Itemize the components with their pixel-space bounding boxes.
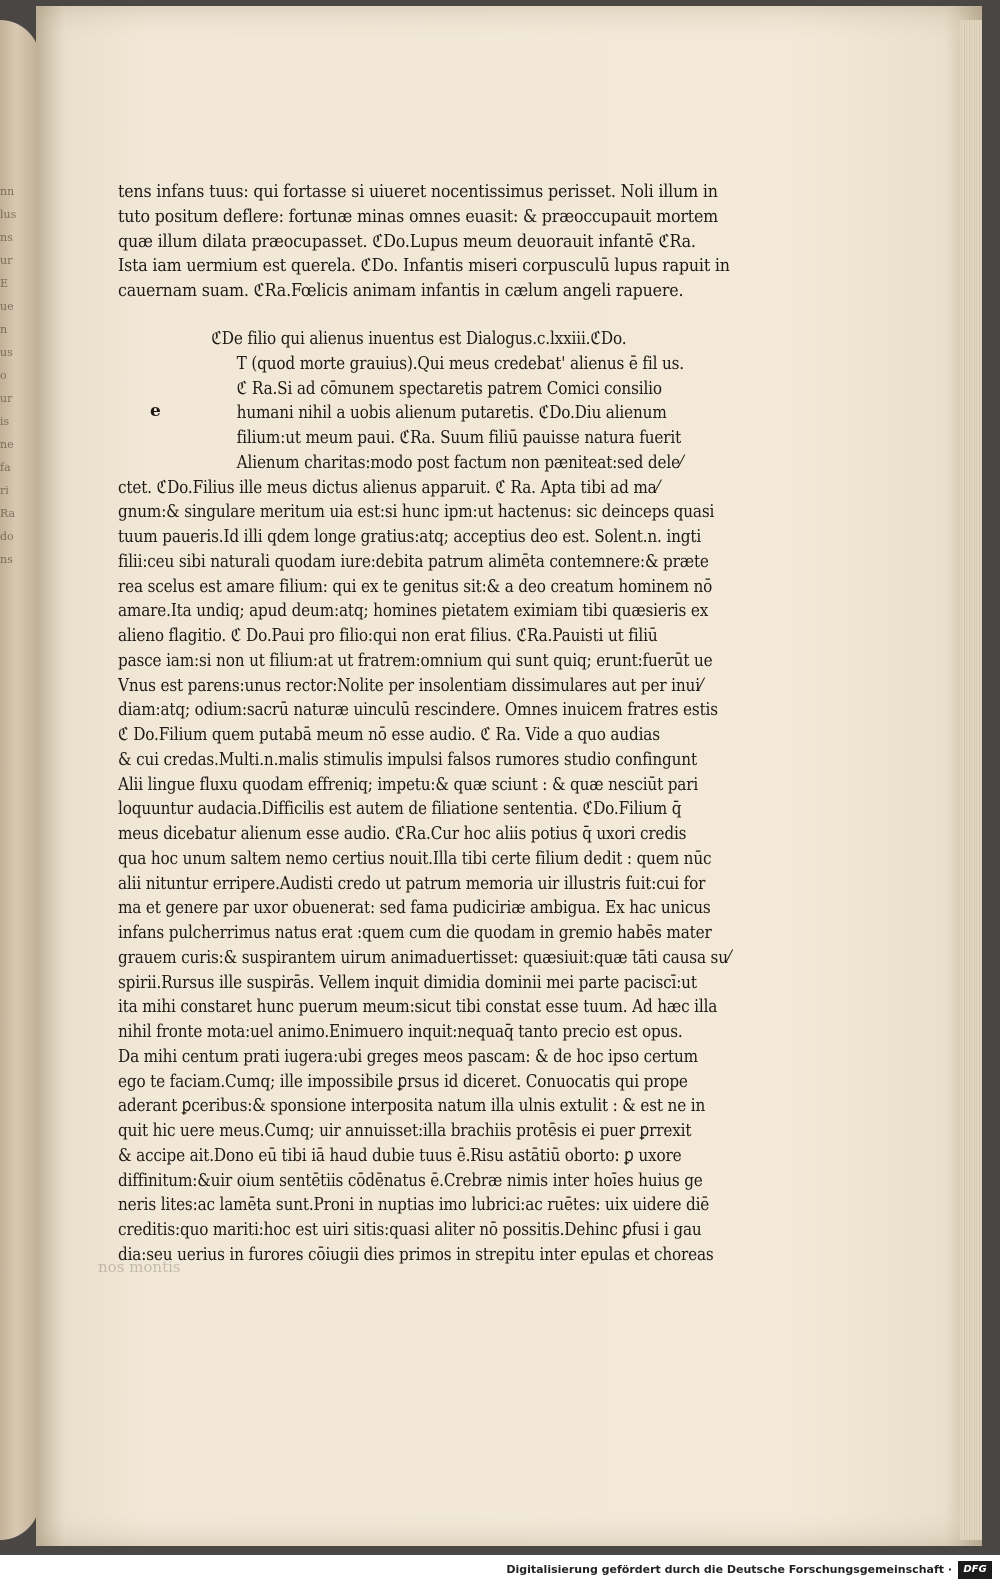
text-line: grauem curis:& suspirantem uirum animaduertisset: quæsiuit:quæ tāti causa su⁄ [118, 946, 731, 968]
text-line: filium:ut meum paui. ℭRa. Suum filiū pauisse natura fuerit [236, 427, 682, 448]
text-line: pasce iam:si non ut filium:at ut fratrem:omnium qui sunt quiq; erunt:fuerūt ue [118, 649, 713, 671]
dfg-logo: DFG [958, 1561, 992, 1579]
margin-fragment: fa [0, 461, 11, 474]
text-line: ℭ Ra.Si ad cōmunem spectaretis patrem Comici consilio [236, 377, 662, 399]
marginal-letter: e [150, 401, 161, 421]
paragraph-1 [118, 180, 730, 304]
text-line: alii nituntur erripere.Audisti credo ut patrum memoria uir illustris fuit:cui for [118, 872, 706, 894]
footer-bar [0, 1555, 1000, 1587]
text-line: alieno flagitio. ℭ Do.Paui pro filio:qui non erat filius. ℭRa.Pauisti ut filiū [118, 625, 658, 646]
text-line: Da mihi centum prati iugera:ubi greges meos pascam: & de hoc ipso certum [118, 1045, 698, 1067]
text-line: neris lites:ac lamēta sunt.Proni in nuptias imo lubrici:ac ruētes: uix uidere diē [118, 1194, 710, 1216]
text-line: cauernam suam. ℭRa.Fœlicis animam infantis in cælum angeli rapuere. [118, 280, 684, 301]
margin-fragment: is [0, 415, 10, 428]
text-line: spirii.Rursus ille suspirās. Vellem inquit dimidia dominii mei parte paciscī:ut [118, 971, 697, 993]
catchword: nos montis [98, 1258, 181, 1276]
text-line: diffinitum:&uir oium sentētiis cōdēnatus ē.Crebræ nimis inter hoīes huius ge [118, 1169, 703, 1191]
text-line: dia:seu uerius in furores cōiugii dies primos in strepitu inter epulas et choreas [118, 1243, 714, 1265]
margin-fragment: Ra [0, 507, 16, 520]
text-line: Alienum charitas:modo post factum non pæniteat:sed dele⁄ [236, 451, 683, 473]
margin-fragment: ur [0, 254, 13, 267]
margin-fragment: n [0, 323, 8, 336]
text-line: Vnus est parens:unus rector:Nolite per insolentiam dissimulares aut per inui⁄ [118, 674, 703, 696]
margin-fragment: nn [0, 185, 15, 198]
text-line: T (quod morte grauius).Qui meus credebat' alienus ē fil us. [236, 352, 684, 374]
text-line: ma et genere par uxor obuenerat: sed fama pudiciriæ ambigua. Ex hac unicus [118, 897, 711, 919]
text-line: & cui credas.Multi.n.malis stimulis impulsi falsos rumores studio confingunt [118, 748, 697, 770]
text-line: Ista iam uermium est querela. ℭDo. Infantis miseri corpusculū lupus rapuit in [118, 255, 730, 277]
margin-fragment: do [0, 530, 14, 543]
text-line: gnum:& singulare meritum uia est:si hunc ipm:ut hactenus: sic deinceps quasi [118, 501, 715, 523]
text-line: meus dicebatur alienum esse audio. ℭRa.Cur hoc aliis potius q̄ uxori credis [118, 823, 687, 844]
margin-fragment: ns [0, 553, 13, 566]
text-line: ℭ Do.Filium quem putabā meum nō esse audio. ℭ Ra. Vide a quo audias [118, 724, 660, 745]
text-line: creditis:quo mariti:hoc est uiri sitis:quasi aliter nō possitis.Dehinc ꝑfusi i gau [118, 1219, 702, 1240]
page-stack-edge [960, 20, 982, 1540]
text-line: & accipe ait.Dono eū tibi iā haud dubie tuus ē.Risu astātiū oborto: ꝑ uxore [118, 1144, 682, 1166]
left-page-margin-text [0, 180, 40, 880]
dialogue-73-paragraph [118, 327, 730, 1268]
text-line: tuum paueris.Id illi qdem longe gratius:atq; acceptius deo est. Solent.n. ingti [118, 526, 702, 547]
text-line: ego te faciam.Cumq; ille impossibile ꝑrsus id diceret. Conuocatis qui prope [118, 1070, 688, 1092]
text-line: infans pulcherrimus natus erat :quem cum die quodam in gremio habēs mater [118, 922, 712, 943]
margin-fragment: ns [0, 231, 13, 244]
margin-fragment: o [0, 369, 7, 382]
text-line: quit hic uere meus.Cumq; uir annuisset:illa brachiis protēsis ei puer ꝑrrexit [118, 1120, 692, 1141]
margin-fragment: ur [0, 392, 13, 405]
text-line: Alii lingue fluxu quodam effreniq; impetu:& quæ sciunt : & quæ nesciūt pari [118, 773, 699, 795]
margin-fragment: E [0, 277, 9, 290]
text-line: rea scelus est amare filium: qui ex te genitus sit:& a deo creatum hominem nō [118, 575, 713, 597]
funding-credit: Digitalisierung gefördert durch die Deutsche Forschungsgemeinschaft · [506, 1563, 952, 1576]
text-line: filii:ceu sibi naturali quodam iure:debita patrum alimēta contemnere:& præte [118, 550, 709, 572]
margin-fragment: ne [0, 438, 14, 451]
text-line: humani nihil a uobis alienum putaretis. ℭDo.Diu alienum [236, 402, 667, 424]
text-line: quæ illum dilata præocupasset. ℭDo.Lupus meum deuorauit infantē ℭRa. [118, 230, 696, 252]
margin-fragment: lus [0, 208, 17, 221]
text-line: diam:atq; odium:sacrū naturæ uinculū rescindere. Omnes inuicem fratres estis [118, 699, 718, 721]
text-line: tuto positum deflere: fortunæ minas omnes euasit: & præoccupauit mortem [118, 205, 719, 227]
margin-fragment: us [0, 346, 13, 359]
text-line: qua hoc unum saltem nemo certius nouit.Illa tibi certe filium dedit : quem nūc [118, 847, 712, 869]
text-line: ctet. ℭDo.Filius ille meus dictus alienus apparuit. ℭ Ra. Apta tibi ad ma⁄ [118, 476, 659, 498]
text-line: loquuntur audacia.Difficilis est autem de filiatione sententia. ℭDo.Filium q̄ [118, 798, 682, 820]
text-line: nihil fronte mota:uel animo.Enimuero inquit:nequaq̄ tanto precio est opus. [118, 1021, 683, 1042]
margin-fragment: ue [0, 300, 14, 313]
dialogue-heading: ℭDe filio qui alienus inuentus est Dialogus.c.lxxiii.ℭDo. [211, 328, 627, 349]
margin-fragment: ri [0, 484, 9, 497]
text-line: ita mihi constaret hunc puerum meum:sicut tibi constat esse tuum. Ad hæc illa [118, 996, 718, 1018]
text-line: tens infans tuus: qui fortasse si uiueret nocentissimus perisset. Noli illum in [118, 181, 718, 202]
text-line: aderant ꝑceribus:& sponsione interposita natum illa ulnis extulit : & est ne in [118, 1095, 706, 1117]
text-line: amare.Ita undiq; apud deum:atq; homines pietatem eximiam tibi quæsieris ex [118, 600, 709, 622]
